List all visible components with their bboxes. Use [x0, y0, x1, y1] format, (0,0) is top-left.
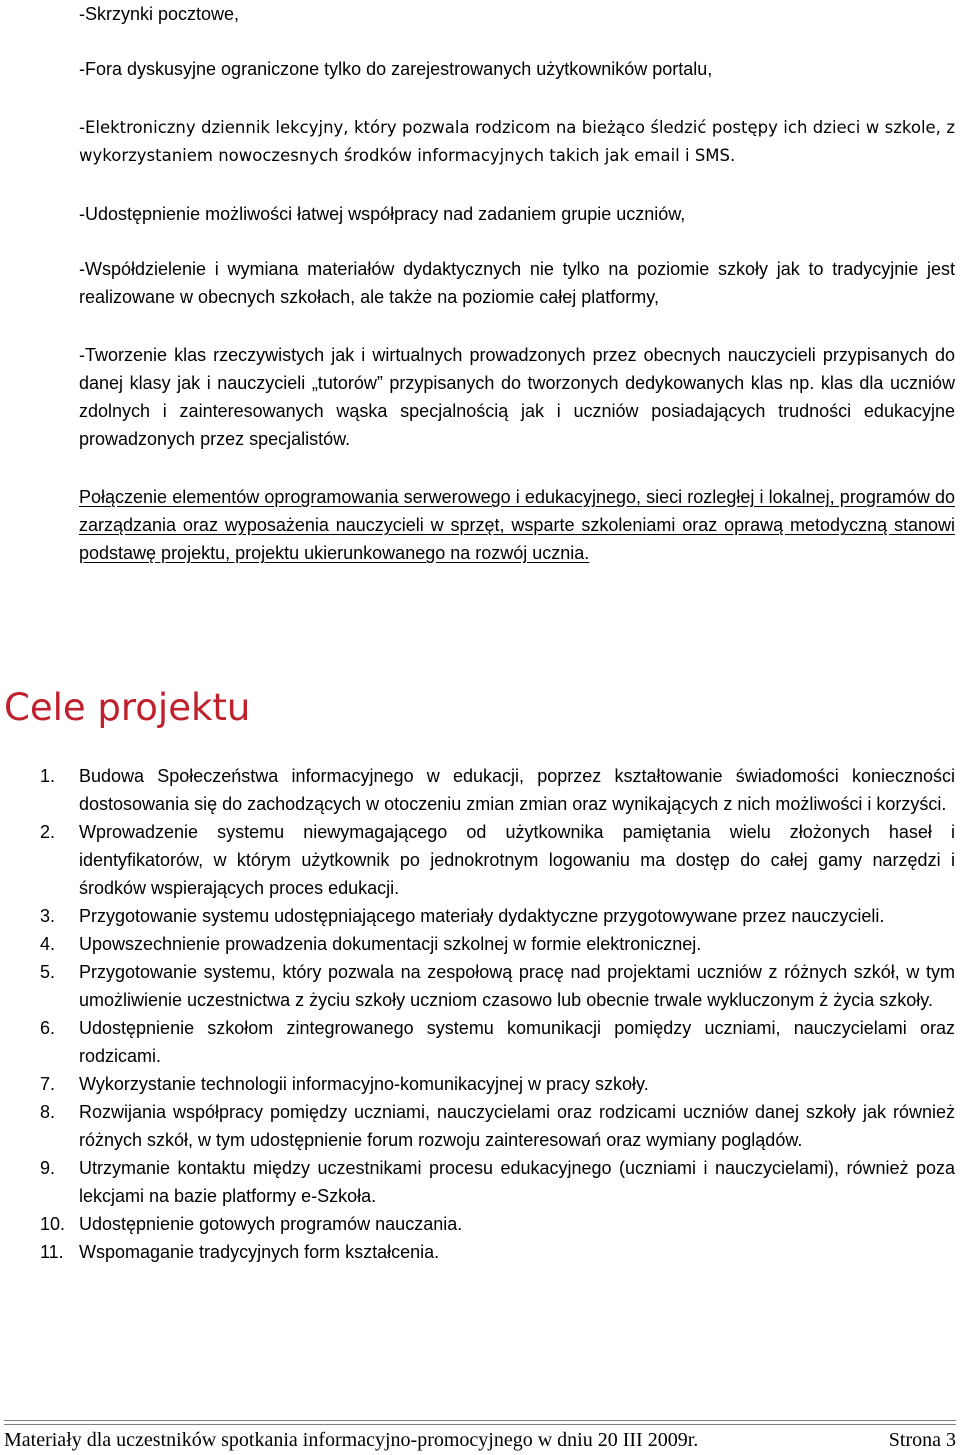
- list-item: [0, 1154, 960, 1210]
- list-item-text: Wykorzystanie technologii informacyjno-komunikacyjnej w pracy szkoły.: [79, 1074, 649, 1094]
- paragraph-material-sharing: -Współdzielenie i wymiana materiałów dydaktycznych nie tylko na poziomie szkoły jak to tradycyjnie jest realizowane w obecnych szkołach, ale także na poziomie całej platformy,: [79, 259, 955, 307]
- list-item: [0, 930, 960, 958]
- list-item-text: Upowszechnienie prowadzenia dokumentacji szkolnej w formie elektronicznej.: [79, 934, 702, 954]
- list-item-number: 6.: [40, 1018, 56, 1038]
- paragraph-mailboxes: -Skrzynki pocztowe,: [79, 4, 240, 24]
- list-item-text: Budowa Społeczeństwa informacyjnego w edukacji, poprzez kształtowanie świadomości konieczności dostosowania się do zachodzących w otoczeniu zmian zmian oraz wynikających z nich możliwości i korzyści.: [79, 766, 955, 814]
- footer-divider: [4, 1420, 956, 1425]
- paragraph-project-basis: Połączenie elementów oprogramowania serwerowego i edukacyjnego, sieci rozległej i lokalnej, programów do zarządzania oraz wyposażenia nauczycieli w sprzęt, wsparte szkoleniami oraz oprawą metodyczną stanowi podstawę projektu, projektu ukierunkowanego na rozwój ucznia.: [79, 487, 955, 563]
- list-item: [0, 818, 960, 902]
- list-item: [0, 762, 960, 818]
- list-item: [0, 1238, 960, 1266]
- list-item: [0, 1210, 960, 1238]
- list-item: [0, 902, 960, 930]
- page-footer: [4, 1427, 956, 1453]
- list-item-number: 8.: [40, 1102, 56, 1122]
- list-item-text: Wspomaganie tradycyjnych form kształcenia.: [79, 1242, 440, 1262]
- list-item-number: 2.: [40, 822, 56, 842]
- footer-title: Materiały dla uczestników spotkania informacyjno-promocyjnego w dniu 20 III 2009r.: [4, 1429, 699, 1451]
- paragraph-forums: -Fora dyskusyjne ograniczone tylko do zarejestrowanych użytkowników portalu,: [79, 59, 713, 79]
- paragraph-collaboration: -Udostępnienie możliwości łatwej współpracy nad zadaniem grupie uczniów,: [79, 204, 686, 224]
- page-number: Strona 3: [888, 1429, 956, 1451]
- list-item-text: Wprowadzenie systemu niewymagającego od użytkownika pamiętania wielu złożonych haseł i identyfikatorów, w którym użytkownik po jednokrotnym logowaniu ma dostęp do całej gamy narzędzi i środków wspierających proces edukacji.: [79, 822, 955, 898]
- list-item-text: Przygotowanie systemu udostępniającego materiały dydaktyczne przygotowywane przez nauczycieli.: [79, 906, 885, 926]
- list-item: [0, 958, 960, 1014]
- paragraph-e-register: -Elektroniczny dziennik lekcyjny, który pozwala rodzicom na bieżąco śledzić postępy ich dzieci w szkole, z wykorzystaniem nowoczesnych środków informacyjnych takich jak email i SMS.: [79, 118, 955, 165]
- paragraph-classes: -Tworzenie klas rzeczywistych jak i wirtualnych prowadzonych przez obecnych nauczycieli przypisanych do danej klasy jak i nauczycieli „tutorów” przypisanych do tworzonych dedykowanych klas np. klas dla uczniów zdolnych i zainteresowanych wąska specjalnością jak i uczniów posiadających trudności edukacyjne prowadzonych przez specjalistów.: [79, 345, 955, 449]
- list-item-number: 7.: [40, 1074, 56, 1094]
- list-item: [0, 1098, 960, 1154]
- list-item-text: Udostępnienie gotowych programów nauczania.: [79, 1214, 463, 1234]
- list-item-number: 10.: [40, 1214, 66, 1234]
- list-item-number: 11.: [40, 1242, 64, 1262]
- list-item-text: Rozwijania współpracy pomiędzy uczniami, nauczycielami oraz rodzicami uczniów danej szkoły jak również różnych szkół, w tym udostępnienie forum rozwoju zainteresowań oraz wymiany poglądów.: [79, 1102, 955, 1150]
- section-heading: Cele projektu: [4, 686, 251, 729]
- goals-list: [0, 762, 960, 1266]
- list-item-text: Utrzymanie kontaktu między uczestnikami procesu edukacyjnego (uczniami i nauczycielami), również poza lekcjami na bazie platformy e-Szkoła.: [79, 1158, 955, 1206]
- list-item: [0, 1070, 960, 1098]
- list-item-number: 4.: [40, 934, 56, 954]
- list-item-text: Udostępnienie szkołom zintegrowanego systemu komunikacji pomiędzy uczniami, nauczycielami oraz rodzicami.: [79, 1018, 955, 1066]
- list-item-text: Przygotowanie systemu, który pozwala na zespołową pracę nad projektami uczniów z różnych szkół, w tym umożliwienie uczestnictwa z życiu szkoły uczniom czasowo lub obecnie trwale wykluczonym ż życia szkoły.: [79, 962, 955, 1010]
- list-item-number: 5.: [40, 962, 56, 982]
- list-item-number: 1.: [40, 766, 56, 786]
- list-item-number: 3.: [40, 906, 56, 926]
- list-item: [0, 1014, 960, 1070]
- list-item-number: 9.: [40, 1158, 56, 1178]
